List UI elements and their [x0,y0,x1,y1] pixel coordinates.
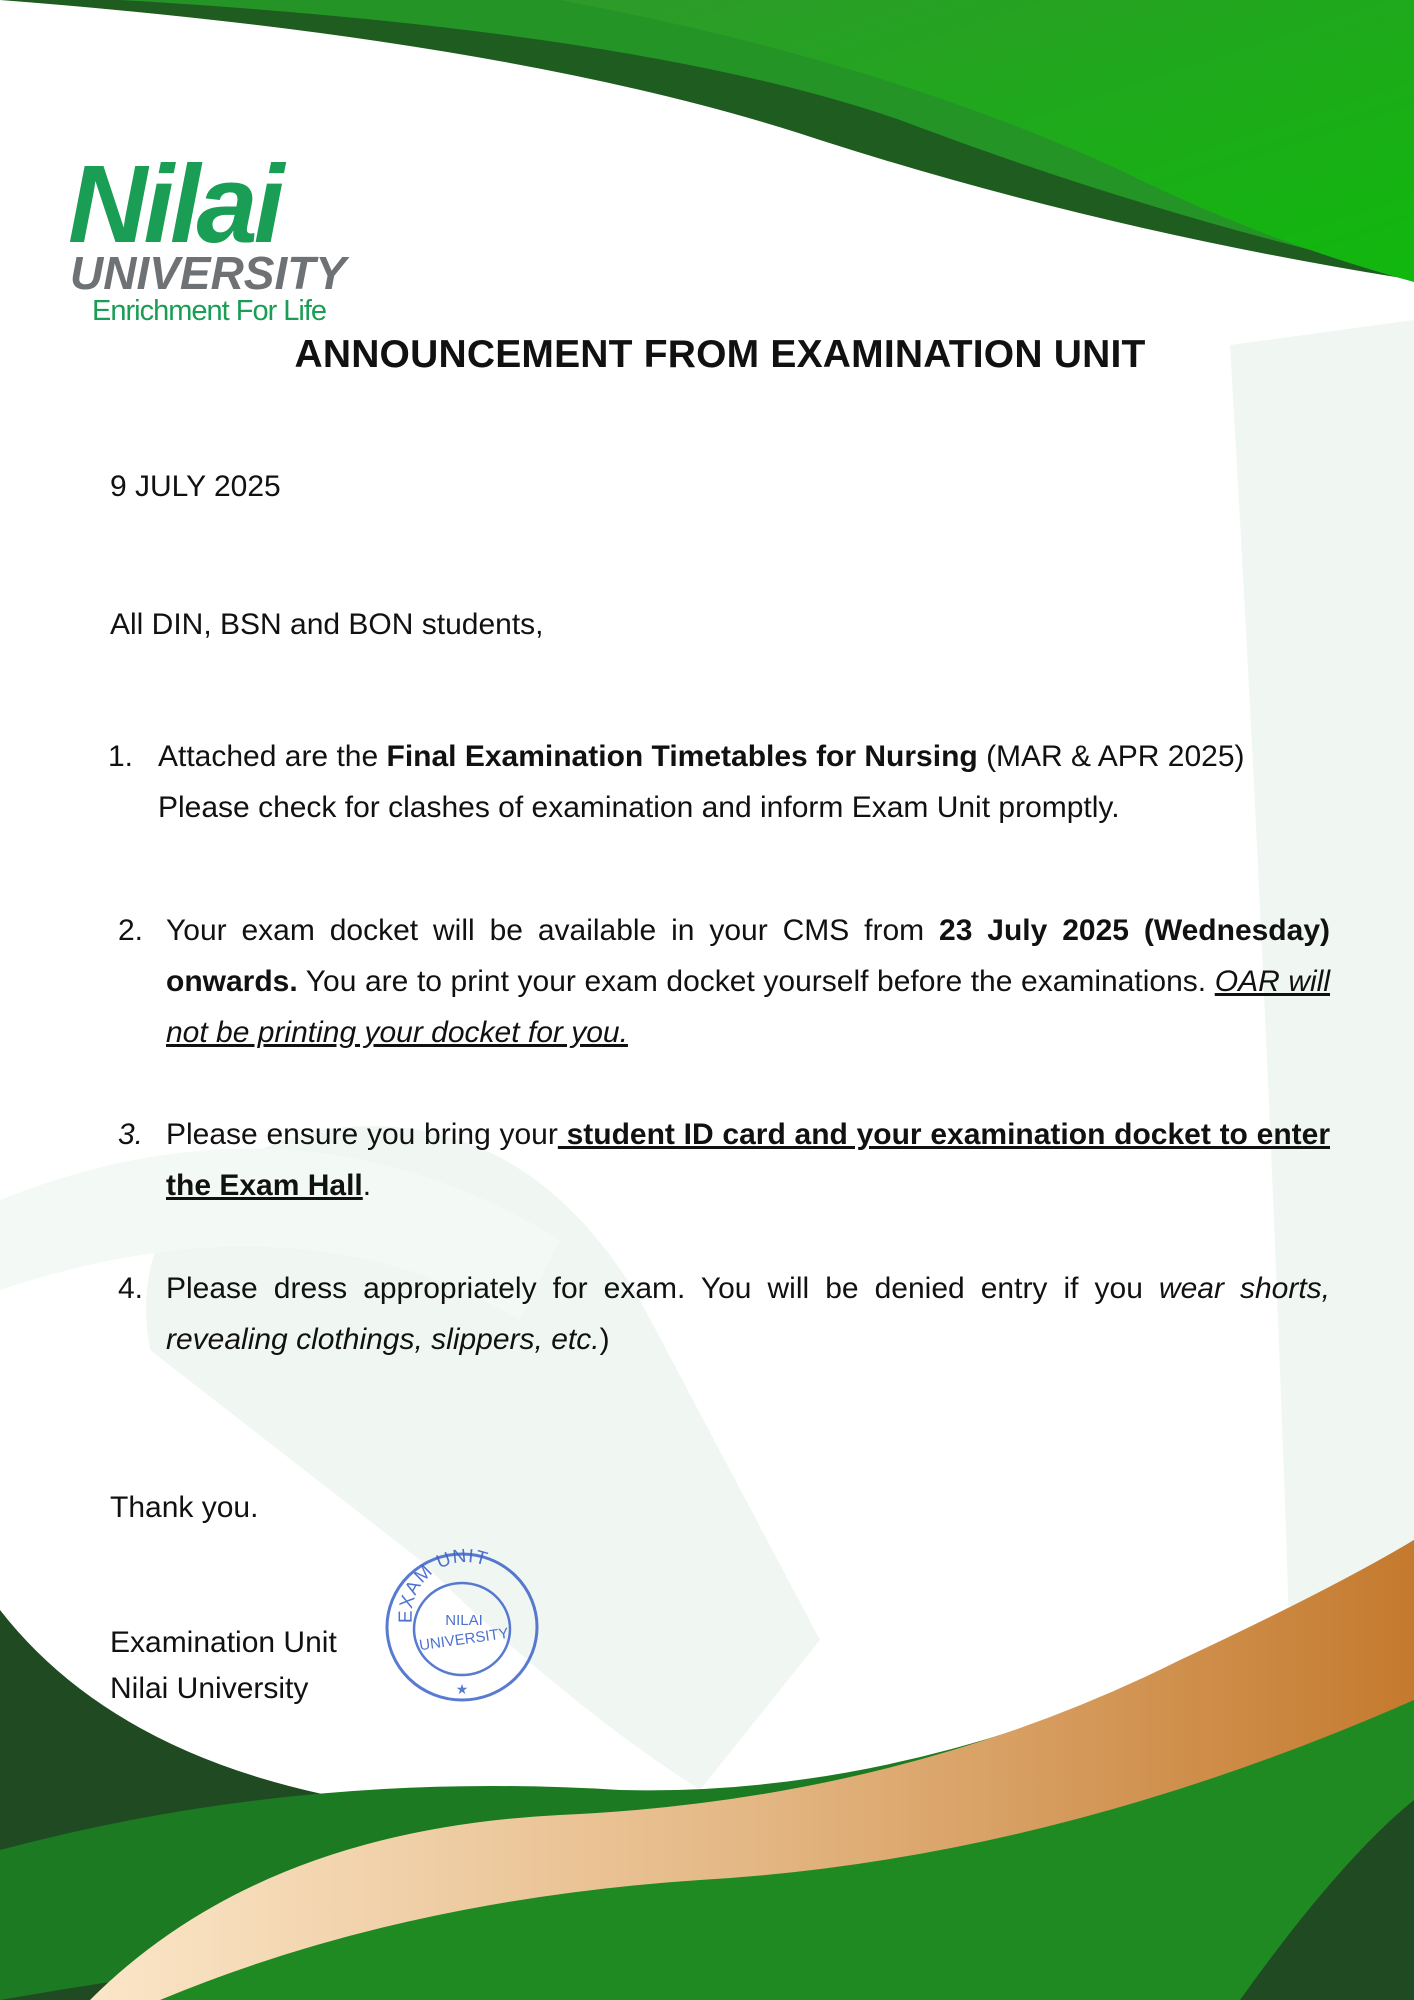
bold-text: 23 July 2025 (Wednesday) onwards. [166,914,1330,998]
text-run: (MAR & APR 2025) Please check for clashes of examination and inform Exam Unit promptly. [158,740,1245,824]
list-text [166,1263,1330,1365]
logo-tagline: Enrichment For Life [92,295,327,327]
italic-underlined-text: OAR will not be printing your docket for you. [166,965,1331,1049]
stamp-inner-line-1: NILAI [445,1612,483,1629]
list-number: 3. [118,1118,144,1151]
signature-block [110,1620,337,1712]
university-logo [68,143,388,330]
text-run: ) [599,1323,610,1356]
signature-line-1: Examination Unit [110,1626,337,1659]
list-item-3 [118,1109,1338,1219]
list-text [166,1109,1330,1211]
list-number: 2. [118,914,144,947]
list-item-1 [108,731,1338,841]
signature-line-2: Nilai University [110,1672,309,1705]
list-item-4 [118,1263,1338,1373]
star-icon: ★ [455,1681,469,1697]
text-run: Please dress appropriately for exam. You will be denied entry if you [166,1272,1159,1305]
closing-text: Thank you. [110,1491,259,1524]
italic-text: wear shorts, revealing clothings, slippers, etc. [166,1272,1331,1356]
text-run: Attached are the [158,740,387,773]
announcement-date: 9 JULY 2025 [110,470,281,503]
text-run: You are to print your exam docket yourself before the examinations. [297,965,1215,998]
list-number: 1. [108,740,134,773]
exam-unit-stamp [380,1528,540,1708]
text-run: Please ensure you bring your [166,1118,558,1151]
list-item-2 [118,905,1338,1065]
bold-underlined-text: student ID card and your examination docket to enter the Exam Hall [166,1118,1330,1202]
page-title: ANNOUNCEMENT FROM EXAMINATION UNIT [294,333,1146,376]
text-run: Your exam docket will be available in your CMS from [166,914,940,947]
logo-university: UNIVERSITY [70,247,347,299]
list-text [166,905,1330,1058]
text-run: . [362,1169,372,1202]
logo-wordmark: Nilai [68,143,281,266]
greeting: All DIN, BSN and BON students, [110,608,544,641]
bold-text: Final Examination Timetables for Nursing [386,740,978,773]
stamp-outer-text: EXAM UNIT [395,1545,491,1624]
stamp-inner-line-2: UNIVERSITY [418,1624,510,1655]
list-number: 4. [118,1272,144,1305]
list-text [158,731,1338,833]
